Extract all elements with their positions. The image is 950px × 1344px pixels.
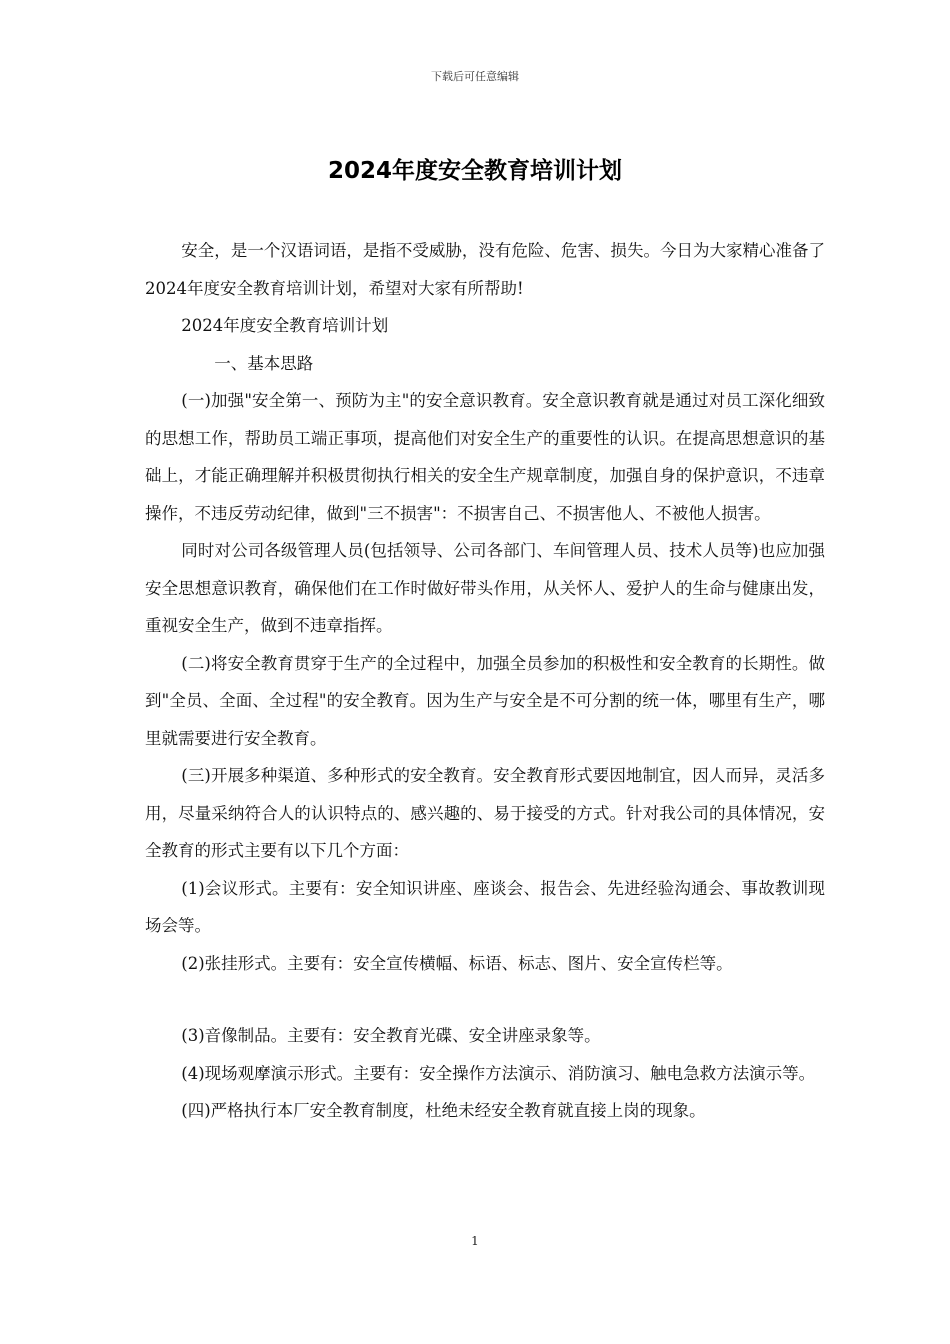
- paragraph-item-3: (三)开展多种渠道、多种形式的安全教育。安全教育形式要因地制宜，因人而异，灵活多用，尽量采纳符合人的认识特点的、感兴趣的、易于接受的方式。针对我公司的具体情况，安全教育的形式主要有以下几个方面：: [145, 766, 825, 860]
- section-heading-basic-idea: 一、基本思路: [214, 353, 314, 373]
- paragraph-item-4: (四)严格执行本厂安全教育制度，杜绝未经安全教育就直接上岗的现象。: [181, 1101, 706, 1120]
- list-item-demonstration: (4)现场观摩演示形式。主要有：安全操作方法演示、消防演习、触电急救方法演示等。: [181, 1063, 816, 1083]
- paragraph-managers: 同时对公司各级管理人员(包括领导、公司各部门、车间管理人员、技术人员等)也应加强安全思想意识教育，确保他们在工作时做好带头作用，从关怀人、爱护人的生命与健康出发，重视安全生产，做到不违章指挥。: [145, 541, 825, 635]
- paragraph-item-2: (二)将安全教育贯穿于生产的全过程中，加强全员参加的积极性和安全教育的长期性。做到"全员、全面、全过程"的安全教育。因为生产与安全是不可分割的统一体，哪里有生产，哪里就需要进行安全教育。: [145, 653, 825, 748]
- page-number: 1: [471, 1234, 479, 1248]
- list-item-poster-form: (2)张挂形式。主要有：安全宣传横幅、标语、标志、图片、安全宣传栏等。: [181, 953, 733, 973]
- document-title: 2024年度安全教育培训计划: [327, 158, 622, 184]
- list-item-audio-video: (3)音像制品。主要有：安全教育光碟、安全讲座录象等。: [181, 1026, 601, 1045]
- intro-paragraph: 安全，是一个汉语词语，是指不受威胁，没有危险、危害、损失。今日为大家精心准备了2024年度安全教育培训计划，希望对大家有所帮助!: [145, 241, 825, 298]
- plan-heading: 2024年度安全教育培训计划: [181, 316, 389, 335]
- document-body: [145, 232, 825, 1130]
- list-item-meeting-form: (1)会议形式。主要有：安全知识讲座、座谈会、报告会、先进经验沟通会、事故教训现场会等。: [145, 878, 825, 935]
- header-note: 下载后可任意编辑: [431, 70, 519, 83]
- paragraph-item-1: (一)加强"安全第一、预防为主"的安全意识教育。安全意识教育就是通过对员工深化细致的思想工作，帮助员工端正事项，提高他们对安全生产的重要性的认识。在提高思想意识的基础上，才能正确理解并积极贯彻执行相关的安全生产规章制度，加强自身的保护意识，不违章操作，不违反劳动纪律，做到"三不损害"：不损害自己、不损害他人、不被他人损害。: [145, 391, 825, 523]
